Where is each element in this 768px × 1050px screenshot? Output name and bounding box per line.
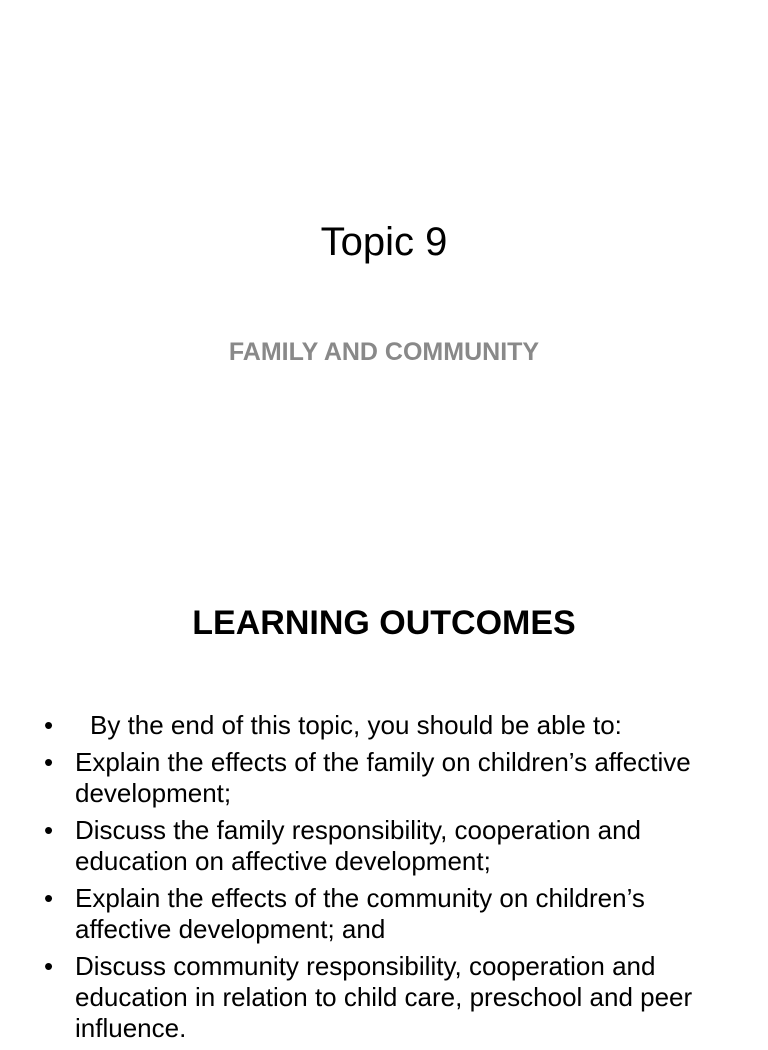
slide-subtitle: FAMILY AND COMMUNITY <box>228 338 540 366</box>
list-item-text: Explain the effects of the community on children’s affective development; and <box>75 883 645 944</box>
bullet-icon: • <box>44 747 54 777</box>
list-item-intro <box>44 710 744 741</box>
list-item-text: By the end of this topic, you should be able to: <box>90 710 622 740</box>
list-item <box>44 883 744 945</box>
bullet-icon: • <box>44 710 54 740</box>
learning-outcomes-slide <box>0 512 768 1043</box>
list-item-text: Discuss community responsibility, cooperation and education in relation to child care, preschool and peer influence. <box>75 951 693 1043</box>
list-item-text: Explain the effects of the family on children’s affective development; <box>75 747 691 808</box>
list-item <box>44 951 744 1044</box>
bullet-icon: • <box>44 951 54 981</box>
list-item-text: Discuss the family responsibility, cooperation and education on affective development; <box>75 815 642 876</box>
bullet-icon: • <box>44 883 54 913</box>
slide-title: Topic 9 <box>320 220 448 264</box>
learning-outcomes-heading: LEARNING OUTCOMES <box>192 604 576 642</box>
learning-outcomes-list <box>44 710 744 1050</box>
bullet-icon: • <box>44 815 54 845</box>
list-item <box>44 815 744 877</box>
list-item <box>44 747 744 809</box>
title-slide <box>0 0 768 512</box>
